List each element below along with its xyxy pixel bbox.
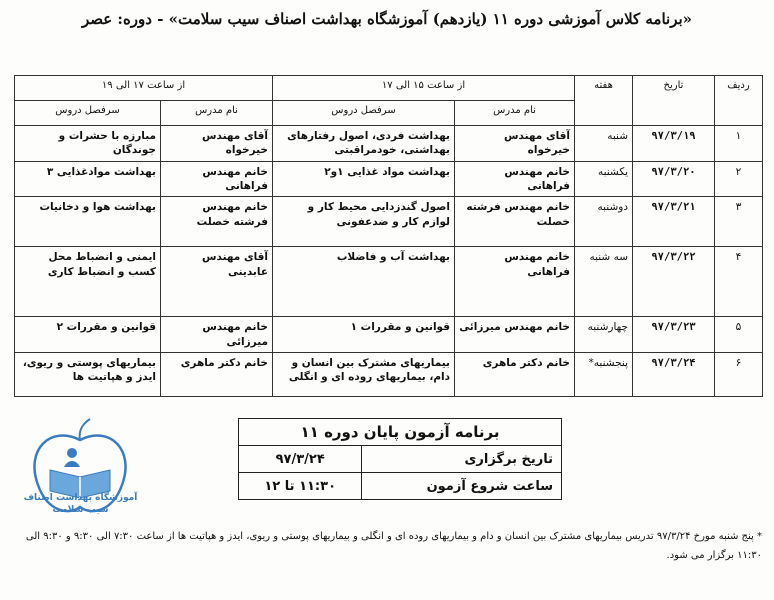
apple-logo-icon (20, 415, 140, 535)
row-weekday: شنبه (575, 126, 633, 162)
row-teacher-slot1: خانم دکتر ماهری (455, 352, 575, 396)
header-teacher: نام مدرس (161, 101, 273, 126)
row-teacher-slot2: خانم مهندس فراهانی (161, 162, 273, 197)
row-weekday: پنجشنبه* (575, 352, 633, 396)
header-date: تاریخ (633, 76, 715, 126)
page-title: «برنامه کلاس آموزشی دوره ۱۱ (یازدهم) آموزشگاه بهداشت اصناف سیب سلامت» - دوره: عصر (81, 10, 693, 28)
row-date: ۹۷/۳/۲۰ (633, 162, 715, 197)
row-number: ۲ (715, 162, 763, 197)
row-number: ۶ (715, 352, 763, 396)
exam-date-label: تاریخ برگزاری (362, 446, 562, 473)
row-topic-slot1: اصول گندزدایی محیط کار و لوازم کار و ضدعفونی (273, 197, 455, 247)
row-weekday: دوشنبه (575, 197, 633, 247)
exam-time-label: ساعت شروع آزمون (362, 473, 562, 500)
table-row (15, 352, 763, 396)
row-teacher-slot2: خانم مهندس میرزائی (161, 317, 273, 352)
row-teacher-slot2: خانم مهندس فرشته خصلت (161, 197, 273, 247)
row-teacher-slot1: خانم مهندس فراهانی (455, 247, 575, 317)
row-date: ۹۷/۳/۲۴ (633, 352, 715, 396)
row-teacher-slot2: آقای مهندس خیرخواه (161, 126, 273, 162)
table-row (15, 126, 763, 162)
row-topic-slot2: بهداشت موادغذایی ۳ (15, 162, 161, 197)
table-row (15, 197, 763, 247)
row-topic-slot1: بیماریهای مشترک بین انسان و دام، بیماریهای روده ای و انگلی (273, 352, 455, 396)
row-topic-slot2: ایمنی و انضباط محل کسب و انضباط کاری (15, 247, 161, 317)
row-topic-slot1: بهداشت فردی، اصول رفتارهای بهداشتی، خودمراقبتی (273, 126, 455, 162)
row-number: ۱ (715, 126, 763, 162)
row-number: ۳ (715, 197, 763, 247)
row-teacher-slot2: خانم دکتر ماهری (161, 352, 273, 396)
exam-time-value: ۱۱:۳۰ تا ۱۲ (239, 473, 362, 500)
row-number: ۴ (715, 247, 763, 317)
row-number: ۵ (715, 317, 763, 352)
row-topic-slot2: بهداشت هوا و دخانیات (15, 197, 161, 247)
exam-table (238, 418, 562, 500)
row-weekday: یکشنبه (575, 162, 633, 197)
footnote: * پنج شنبه مورخ ۹۷/۳/۲۴ تدریس بیماریهای مشترک بین انسان و دام و بیماریهای روده ای و انگلی و بیماریهای پوستی و ریوی، ایدز و هپاتیت ها از ساعت ۷:۳۰ الی ۹:۳۰ و ۹:۳۰ الی ۱۱:۳۰ برگزار می شود. (25, 531, 762, 561)
header-topics: سرفصل دروس (15, 101, 161, 126)
row-weekday: سه شنبه (575, 247, 633, 317)
row-date: ۹۷/۳/۲۲ (633, 247, 715, 317)
header-row-no: ردیف (715, 76, 763, 126)
row-teacher-slot1: خانم مهندس فرشته خصلت (455, 197, 575, 247)
header-topics: سرفصل دروس (273, 101, 455, 126)
exam-heading: برنامه آزمون پایان دوره ۱۱ (239, 419, 562, 446)
row-topic-slot2: قوانین و مقررات ۲ (15, 317, 161, 352)
logo-text (18, 493, 143, 516)
row-teacher-slot1: آقای مهندس خیرخواه (455, 126, 575, 162)
schedule-table (14, 75, 763, 397)
header-weekday: هفته (575, 76, 633, 126)
row-date: ۹۷/۳/۲۱ (633, 197, 715, 247)
row-teacher-slot1: خانم مهندس فراهانی (455, 162, 575, 197)
row-topic-slot1: قوانین و مقررات ۱ (273, 317, 455, 352)
header-slot2: از ساعت ۱۷ الی ۱۹ (15, 76, 273, 101)
row-teacher-slot1: خانم مهندس میرزائی (455, 317, 575, 352)
logo-line1: آموزشگاه بهداشت اصناف (23, 493, 138, 503)
row-weekday: چهارشنبه (575, 317, 633, 352)
header-teacher: نام مدرس (455, 101, 575, 126)
table-row (15, 247, 763, 317)
row-date: ۹۷/۳/۲۳ (633, 317, 715, 352)
row-topic-slot2: بیماریهای پوستی و ریوی، ایدز و هپاتیت ها (15, 352, 161, 396)
header-slot1: از ساعت ۱۵ الی ۱۷ (273, 76, 575, 101)
row-teacher-slot2: آقای مهندس عابدینی (161, 247, 273, 317)
exam-date-value: ۹۷/۳/۲۴ (239, 446, 362, 473)
row-topic-slot1: بهداشت مواد غذایی ۱و۲ (273, 162, 455, 197)
table-row (15, 317, 763, 352)
row-date: ۹۷/۳/۱۹ (633, 126, 715, 162)
row-topic-slot1: بهداشت آب و فاضلاب (273, 247, 455, 317)
logo-line2: سیب سلامت (52, 504, 109, 515)
row-topic-slot2: مبارزه با حشرات و جوندگان (15, 126, 161, 162)
table-row (15, 162, 763, 197)
